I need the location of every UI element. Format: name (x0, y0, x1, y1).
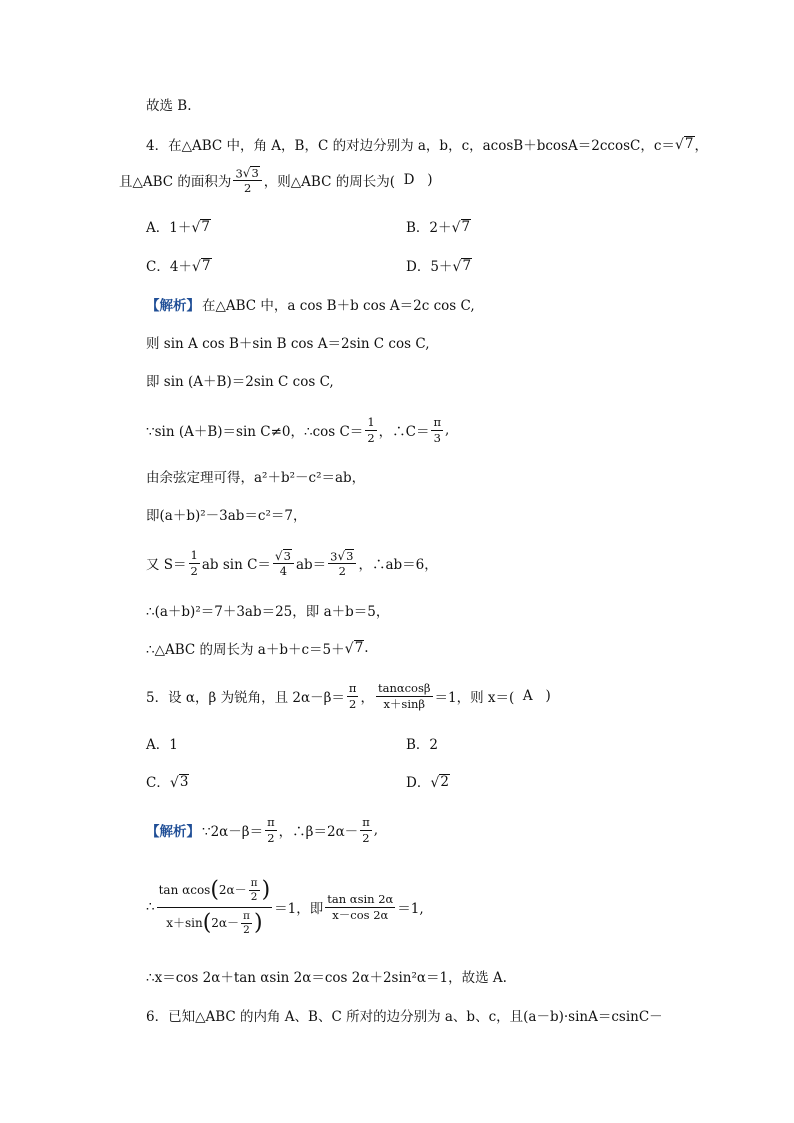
prev-answer-line: 故选 B. (146, 98, 192, 114)
question-4-options-row1 (0, 210, 794, 242)
answer-q5: A (522, 688, 533, 704)
option-c: C．4＋ √ 7 (146, 258, 211, 275)
option-d: D． √ 2 (406, 774, 449, 791)
option-d: D．5＋ √ 7 (406, 258, 472, 275)
sqrt-7: √ 7 (674, 136, 694, 153)
solution-5-line2: ∴ tan αcos(2α－ $\frac{\pi}{2}$ ) x＋sin(2α－ $\frac{\pi}{2}$ ) ＝1，即 $\frac{\text{tan αsin 2α}}{x-\cos 2\alpha}$ ＝1, (146, 877, 424, 936)
analysis-tag: 【解析】 (146, 298, 200, 314)
fraction-area: 3 √ 3 2 (233, 166, 261, 195)
option-b: B．2 (406, 737, 439, 753)
solution-4-line5: 由余弦定理可得，a²＋b²－c²＝ab， (146, 470, 366, 486)
question-4-stem-line1: 4．在△ABC 中，角 A，B，C 的对边分别为 a，b，c，acosB＋bcosA＝2ccosC，c＝ √ 7 ， (146, 136, 709, 154)
solution-4-line2: 则 sin A cos B＋sin B cos A＝2sin C cos C, (146, 336, 430, 352)
solution-4-line6: 即(a＋b)²－3ab＝c²＝7， (146, 508, 307, 524)
solution-4-line7: 又 S＝ $\frac{1}{2}$ ab sin C＝ √ 3 4 ab＝ 3 √ 3 2 ，∴ab＝6， (146, 548, 438, 579)
big-fraction: tan αcos(2α－ $\frac{\pi}{2}$ ) x＋sin(2α－ $\frac{\pi}{2}$ ) (158, 877, 271, 936)
solution-5-line3: ∴x＝cos 2α＋tan αsin 2α＝cos 2α＋2sin²α＝1，故选 A. (146, 970, 507, 986)
question-4-options-row2 (0, 249, 794, 281)
option-a: A．1 (146, 737, 178, 753)
option-c: C． √ 3 (146, 774, 189, 791)
question-6-stem: 6．已知△ABC 的内角 A、B、C 所对的边分别为 a、b、c，且(a－b)·sinA＝csinC－ (146, 1009, 663, 1025)
solution-5-line1: 【解析】 ∵2α－β＝ $\frac{\pi}{2}$ ，∴β＝2α－ $\frac{\pi}{2}$ , (146, 815, 379, 845)
analysis-tag: 【解析】 (146, 824, 200, 840)
solution-4-line3: 即 sin (A＋B)＝2sin C cos C, (146, 374, 334, 390)
solution-4-line4: ∵sin (A＋B)＝sin C≠0，∴cos C＝ $\frac{1}{2}$ ，∴C＝ $\frac{\pi}{3}$ , (146, 415, 450, 445)
option-b: B．2＋ √ 7 (406, 219, 471, 236)
solution-4-line1: 【解析】 在△ABC 中，a cos B＋b cos A＝2c cos C, (0, 288, 794, 320)
question-4-stem-line2: 且△ABC 的面积为 3 √ 3 2 ，则△ABC 的周长为( D ) (119, 165, 433, 196)
question-5-stem: 5．设 α，β 为锐角，且 2α－β＝ $\frac{\pi}{2}$ ， $\frac{\tan\alpha\cos\beta}{x+\sin\beta}$ ＝1，则 x＝( A ) (146, 681, 551, 711)
solution-4-line9: ∴△ABC 的周长为 a＋b＋c＝5＋ √ 7 . (146, 640, 369, 658)
option-a: A．1＋ √ 7 (146, 219, 210, 236)
answer-q4: D (403, 172, 415, 188)
solution-4-line8: ∴(a＋b)²＝7＋3ab＝25，即 a＋b＝5， (146, 604, 390, 620)
question-5-options-row1 (0, 727, 794, 759)
question-5-options-row2 (0, 765, 794, 797)
